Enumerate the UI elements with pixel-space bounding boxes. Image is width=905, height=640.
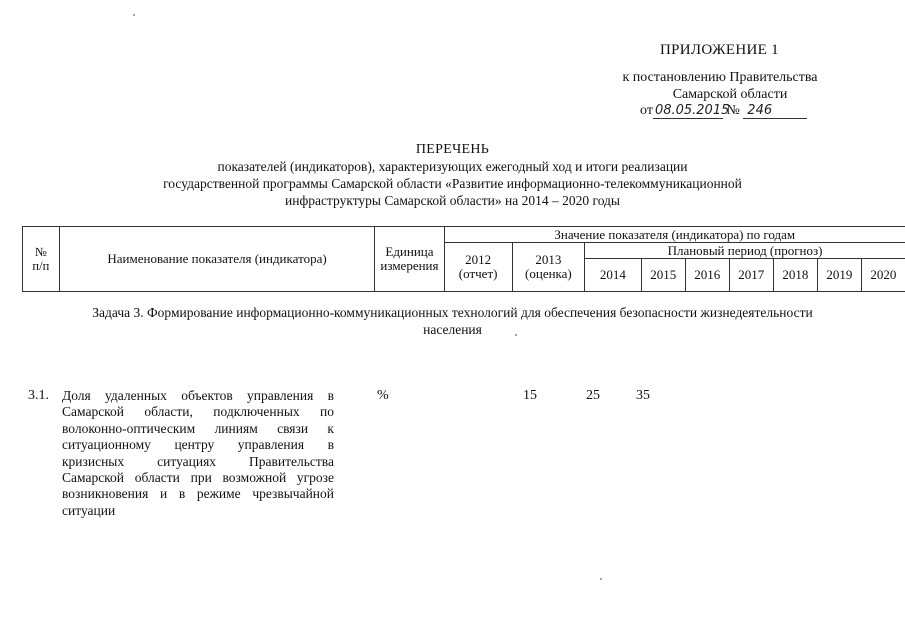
year-2015-header: 2015 bbox=[641, 259, 685, 292]
col-number-header: № п/п bbox=[23, 227, 60, 292]
year-2020-header: 2020 bbox=[861, 259, 905, 292]
value-2016: 35 bbox=[636, 388, 650, 403]
year-2012-header: 2012 (отчет) bbox=[444, 243, 512, 292]
list-subtitle-line-3: инфраструктуры Самарской области» на 2014 – 2020 годы bbox=[285, 193, 620, 208]
planned-period-header: Плановый период (прогноз) bbox=[585, 243, 905, 259]
appendix-decree-line: к постановлению Правительства bbox=[622, 70, 818, 85]
number-label: № bbox=[726, 103, 740, 118]
list-title: ПЕРЕЧЕНЬ bbox=[415, 142, 490, 157]
year-2018-header: 2018 bbox=[773, 259, 817, 292]
year-2016-header: 2016 bbox=[685, 259, 729, 292]
appendix-region-line: Самарской области bbox=[672, 87, 788, 102]
year-2013-header: 2013 (оценка) bbox=[512, 243, 584, 292]
from-label: от bbox=[640, 103, 653, 118]
decree-date: 08.05.2015 bbox=[654, 103, 730, 118]
list-subtitle-line-1: показателей (индикаторов), характеризующих ежегодный ход и итоги реализации bbox=[217, 159, 688, 174]
scan-speck bbox=[515, 334, 517, 336]
value-2015: 25 bbox=[586, 388, 600, 403]
indicator-name: Доля удаленных объектов управления в Самарской области, подключенных по волоконно-оптическим линиям связи к ситуационному центру управления в кризисных ситуациях Правительства Самарской области при возможной угрозе возникновения и в режиме чрезвычайной ситуации bbox=[62, 388, 334, 518]
year-2014-header: 2014 bbox=[585, 259, 642, 292]
scan-speck bbox=[600, 578, 602, 580]
task-heading-line-2: населения bbox=[423, 322, 482, 337]
value-2014: 15 bbox=[523, 388, 537, 403]
decree-number: 246 bbox=[743, 103, 807, 119]
values-by-year-header: Значение показателя (индикатора) по годам bbox=[444, 227, 905, 243]
task-heading-line-1: Задача 3. Формирование информационно-коммуникационных технологий для обеспечения безопасности жизнедеятельности bbox=[92, 305, 813, 320]
indicators-table-header bbox=[22, 226, 905, 292]
year-2019-header: 2019 bbox=[817, 259, 861, 292]
col-name-header: Наименование показателя (индикатора) bbox=[59, 227, 375, 292]
task-heading bbox=[0, 304, 905, 338]
appendix-date-number-line bbox=[640, 103, 807, 119]
row-number: 3.1. bbox=[28, 388, 49, 403]
col-unit-header: Единица измерения bbox=[375, 227, 444, 292]
indicator-unit: % bbox=[377, 388, 389, 403]
appendix-title: ПРИЛОЖЕНИЕ 1 bbox=[660, 42, 779, 58]
list-subtitle-line-2: государственной программы Самарской области «Развитие информационно-телекоммуникационной bbox=[163, 176, 742, 191]
scan-speck bbox=[133, 14, 135, 16]
year-2017-header: 2017 bbox=[729, 259, 773, 292]
